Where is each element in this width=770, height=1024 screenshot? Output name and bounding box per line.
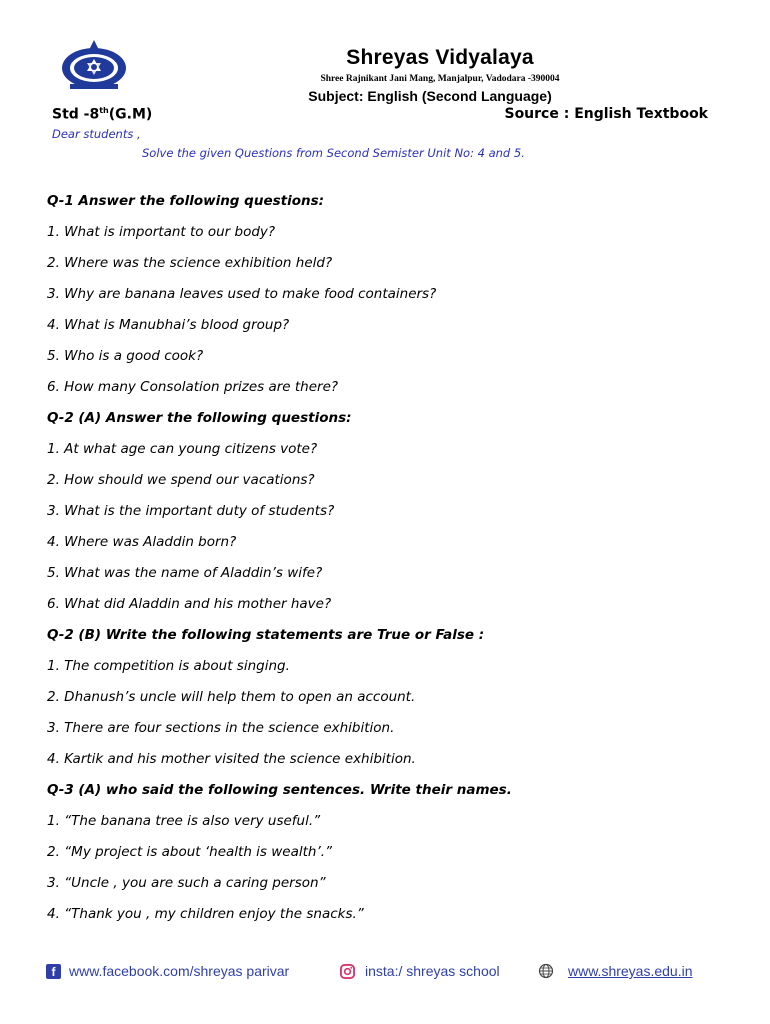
question-item: 3. “Uncle , you are such a caring person” xyxy=(47,875,326,891)
question-item: 1. What is important to our body? xyxy=(47,224,276,240)
question-item: 1. “The banana tree is also very useful.” xyxy=(47,813,321,829)
section-heading: Q-1 Answer the following questions: xyxy=(47,193,325,209)
std-suffix: (G.M) xyxy=(108,106,153,123)
facebook-text: www.facebook.com/shreyas parivar xyxy=(69,963,290,979)
instagram-text: insta:/ shreyas school xyxy=(365,963,500,979)
footer xyxy=(44,960,724,984)
question-item: 5. Who is a good cook? xyxy=(47,348,204,364)
source-label: Source : English Textbook xyxy=(504,106,708,122)
question-item: 3. What is the important duty of students? xyxy=(47,503,335,519)
question-item: 2. “My project is about ‘health is wealth’.” xyxy=(47,844,333,860)
question-item: 2. Dhanush’s uncle will help them to open an account. xyxy=(47,689,416,705)
subject-line: Subject: English (Second Language) xyxy=(308,88,552,104)
question-item: 6. How many Consolation prizes are there? xyxy=(47,379,339,395)
question-list xyxy=(47,186,727,930)
website-text: www.shreyas.edu.in xyxy=(568,963,693,979)
question-item: 4. What is Manubhai’s blood group? xyxy=(47,317,290,333)
instagram-icon xyxy=(340,964,355,979)
instruction: Solve the given Questions from Second Semister Unit No: 4 and 5. xyxy=(142,146,525,160)
globe-icon xyxy=(538,963,554,979)
question-item: 4. “Thank you , my children enjoy the snacks.” xyxy=(47,906,364,922)
greeting: Dear students , xyxy=(52,127,141,141)
std-superscript: th xyxy=(99,106,109,115)
facebook-link[interactable] xyxy=(46,963,289,979)
question-item: 3. There are four sections in the science exhibition. xyxy=(47,720,395,736)
question-item: 2. Where was the science exhibition held? xyxy=(47,255,333,271)
standard-label xyxy=(52,106,152,123)
question-item: 1. The competition is about singing. xyxy=(47,658,290,674)
school-address: Shree Rajnikant Jani Mang, Manjalpur, Vadodara -390004 xyxy=(320,74,560,84)
facebook-icon: f xyxy=(46,964,61,979)
question-item: 4. Where was Aladdin born? xyxy=(47,534,237,550)
question-item: 4. Kartik and his mother visited the science exhibition. xyxy=(47,751,416,767)
school-name: Shreyas Vidyalaya xyxy=(346,46,534,69)
section-heading: Q-3 (A) who said the following sentences. Write their names. xyxy=(47,782,512,798)
question-item: 3. Why are banana leaves used to make food containers? xyxy=(47,286,437,302)
question-item: 1. At what age can young citizens vote? xyxy=(47,441,318,457)
website-link[interactable] xyxy=(538,963,693,979)
section-heading: Q-2 (B) Write the following statements are True or False : xyxy=(47,627,485,643)
question-item: 5. What was the name of Aladdin’s wife? xyxy=(47,565,323,581)
question-item: 2. How should we spend our vacations? xyxy=(47,472,315,488)
instagram-link[interactable] xyxy=(340,963,500,979)
section-heading: Q-2 (A) Answer the following questions: xyxy=(47,410,352,426)
question-item: 6. What did Aladdin and his mother have? xyxy=(47,596,332,612)
std-prefix: Std -8 xyxy=(52,106,100,123)
